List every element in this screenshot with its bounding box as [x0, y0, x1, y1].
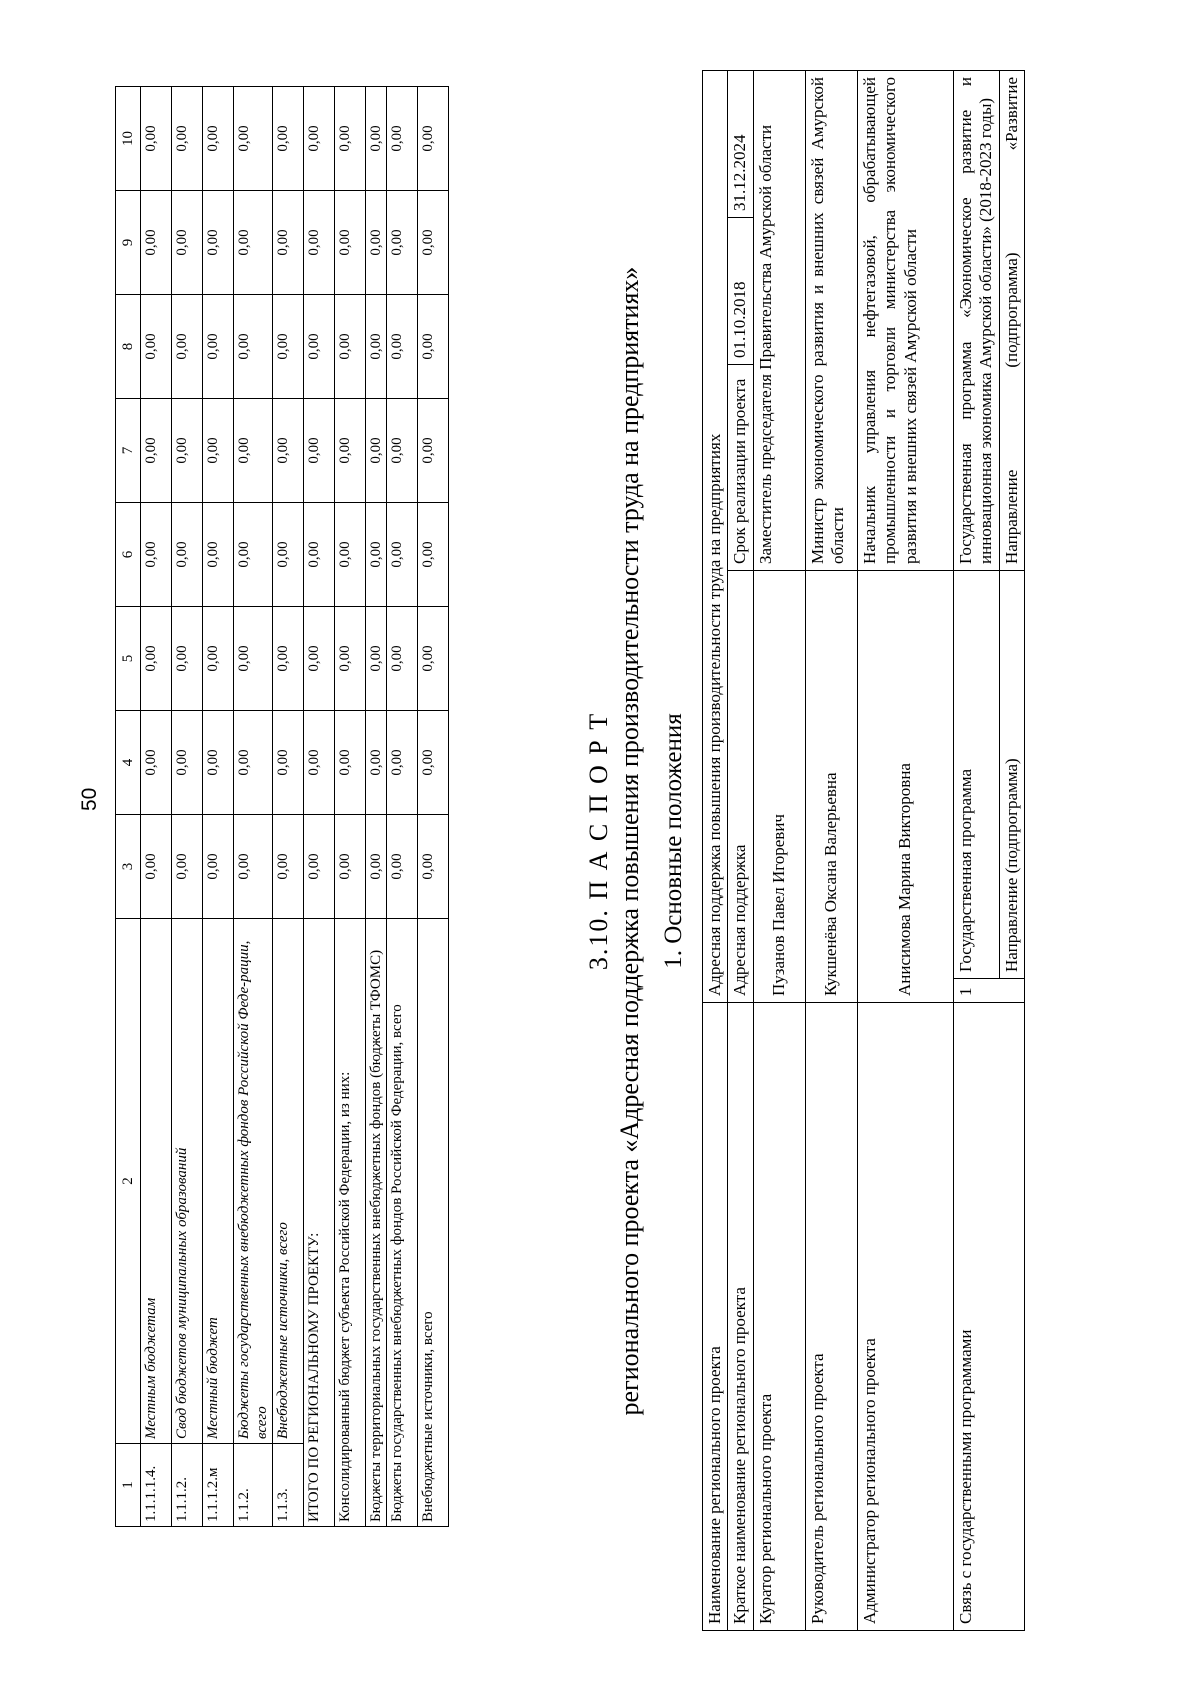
row-name: Консолидированный бюджет субъекта Российской Федерации, из них:: [335, 919, 366, 1527]
row-value: 0,00: [172, 87, 203, 191]
row-value: 0,00: [203, 815, 234, 919]
row-value: 0,00: [418, 399, 449, 503]
row-value: 0,00: [366, 87, 387, 191]
column-header: 5: [116, 607, 141, 711]
row-value: 0,00: [335, 87, 366, 191]
row-value: 0,00: [387, 607, 418, 711]
row-value: 0,00: [304, 711, 335, 815]
row-value: 0,00: [273, 711, 304, 815]
row-value: 0,00: [387, 399, 418, 503]
passport-table: [702, 70, 1025, 1631]
row-value: 0,00: [304, 607, 335, 711]
subprogram-value: Направление (подпрограмма) «Развитие: [999, 71, 1024, 571]
row-value: 0,00: [366, 399, 387, 503]
passport-row-short-name: [728, 71, 753, 1631]
row-value: 0,00: [387, 87, 418, 191]
row-value: 0,00: [273, 399, 304, 503]
project-title: регионального проекта «Адресная поддержка повышения производительности труда на предприятиях»: [614, 266, 644, 1416]
row-value: 0,00: [172, 191, 203, 295]
leader-name: Кукшенёва Оксана Валерьевна: [805, 571, 857, 1003]
row-name: Бюджеты государственных внебюджетных фондов Российской Федерации, всего: [387, 919, 418, 1527]
column-header: 8: [116, 295, 141, 399]
table-row: [273, 87, 304, 1527]
column-header: 4: [116, 711, 141, 815]
row-value: 0,00: [335, 711, 366, 815]
row-value: 0,00: [234, 607, 273, 711]
field-value: Адресная поддержка повышения производительности труда на предприятиях: [703, 71, 728, 1003]
row-name: Внебюджетные источники, всего: [273, 919, 304, 1444]
row-value: 0,00: [387, 295, 418, 399]
field-label: Руководитель регионального проекта: [805, 1003, 857, 1631]
passport-row-curator: [753, 71, 805, 1631]
row-value: 0,00: [172, 399, 203, 503]
row-value: 0,00: [304, 503, 335, 607]
row-value: 0,00: [273, 191, 304, 295]
column-header: 7: [116, 399, 141, 503]
row-value: 0,00: [234, 711, 273, 815]
row-value: 0,00: [366, 711, 387, 815]
row-value: 0,00: [172, 503, 203, 607]
table-row: [304, 87, 335, 1527]
row-value: 0,00: [203, 87, 234, 191]
column-header: 3: [116, 815, 141, 919]
row-value: 0,00: [418, 191, 449, 295]
field-label: Администратор регионального проекта: [857, 1003, 953, 1631]
term-dates: [728, 71, 753, 365]
row-value: 0,00: [366, 295, 387, 399]
row-value: 0,00: [141, 399, 172, 503]
row-value: 0,00: [418, 295, 449, 399]
row-value: 0,00: [387, 503, 418, 607]
leader-position: Министр экономического развития и внешних связей Амурской области: [805, 71, 857, 571]
row-name: Бюджеты территориальных государственных внебюджетных фондов (бюджеты ТФОМС): [366, 919, 387, 1527]
row-value: 0,00: [304, 399, 335, 503]
passport-row-name: [703, 71, 728, 1631]
subprogram-label: Направление (подпрограмма): [999, 571, 1024, 979]
row-value: 0,00: [387, 191, 418, 295]
curator-name: Пузанов Павел Игоревич: [753, 571, 805, 1003]
curator-position: Заместитель председателя Правительства Амурской области: [753, 71, 805, 571]
row-value: 0,00: [203, 399, 234, 503]
field-label: Наименование регионального проекта: [703, 1003, 728, 1631]
table-row: [366, 87, 387, 1527]
table-row: [203, 87, 234, 1527]
row-value: 0,00: [141, 191, 172, 295]
row-value: 0,00: [234, 191, 273, 295]
row-value: 0,00: [335, 399, 366, 503]
column-header: 6: [116, 503, 141, 607]
column-header: 10: [116, 87, 141, 191]
row-value: 0,00: [366, 607, 387, 711]
budget-table: [115, 86, 449, 1527]
term-start: 01.10.2018: [728, 218, 752, 365]
row-value: 0,00: [203, 503, 234, 607]
row-value: 0,00: [172, 815, 203, 919]
row-code: 1.1.3.: [273, 1444, 304, 1527]
table-row: [141, 87, 172, 1527]
column-header: 9: [116, 191, 141, 295]
row-value: 0,00: [172, 607, 203, 711]
row-value: 0,00: [304, 191, 335, 295]
field-label: Куратор регионального проекта: [753, 1003, 805, 1631]
row-value: 0,00: [273, 815, 304, 919]
row-value: 0,00: [335, 815, 366, 919]
row-value: 0,00: [304, 815, 335, 919]
table-row: [418, 87, 449, 1527]
row-value: 0,00: [418, 711, 449, 815]
row-value: 0,00: [141, 87, 172, 191]
row-code: 1.1.2.: [234, 1444, 273, 1527]
row-name: Местным бюджетам: [141, 919, 172, 1444]
row-value: 0,00: [418, 815, 449, 919]
field-value: Адресная поддержка: [728, 571, 753, 1003]
passport-row-program: [953, 71, 999, 1631]
row-value: 0,00: [141, 815, 172, 919]
row-value: 0,00: [387, 711, 418, 815]
row-value: 0,00: [273, 503, 304, 607]
table-row: [335, 87, 366, 1527]
program-value: Государственная программа «Экономическое развитие и инновационная экономика Амурской области» (2018-2023 годы): [953, 71, 999, 571]
row-value: 0,00: [234, 399, 273, 503]
passport-row-leader: [805, 71, 857, 1631]
row-value: 0,00: [418, 503, 449, 607]
column-header: 2: [116, 919, 141, 1444]
row-value: 0,00: [234, 503, 273, 607]
section-subtitle: 1. Основные положения: [660, 713, 687, 969]
row-value: 0,00: [335, 607, 366, 711]
row-value: 0,00: [366, 815, 387, 919]
row-value: 0,00: [273, 607, 304, 711]
row-value: 0,00: [304, 87, 335, 191]
row-value: 0,00: [335, 503, 366, 607]
row-value: 0,00: [234, 815, 273, 919]
row-value: 0,00: [335, 191, 366, 295]
row-name: Местный бюджет: [203, 919, 234, 1444]
row-value: 0,00: [366, 191, 387, 295]
row-value: 0,00: [234, 87, 273, 191]
row-code: 1.1.1.1.4.: [141, 1444, 172, 1527]
program-label: Государственная программа: [953, 571, 999, 979]
table-row: [387, 87, 418, 1527]
row-value: 0,00: [203, 295, 234, 399]
row-name: ИТОГО ПО РЕГИОНАЛЬНОМУ ПРОЕКТУ:: [304, 919, 335, 1527]
row-value: 0,00: [203, 607, 234, 711]
row-name: Внебюджетные источники, всего: [418, 919, 449, 1527]
row-value: 0,00: [387, 815, 418, 919]
row-value: 0,00: [141, 295, 172, 399]
row-value: 0,00: [366, 503, 387, 607]
row-value: 0,00: [141, 711, 172, 815]
row-value: 0,00: [141, 607, 172, 711]
field-label: Краткое наименование регионального проекта: [728, 1003, 753, 1631]
table-header-row: [116, 87, 141, 1527]
term-label: Срок реализации проекта: [728, 365, 753, 571]
row-value: 0,00: [304, 295, 335, 399]
row-code: 1.1.1.2.м: [203, 1444, 234, 1527]
row-value: 0,00: [172, 295, 203, 399]
table-row: [172, 87, 203, 1527]
row-value: 0,00: [203, 191, 234, 295]
row-value: 0,00: [273, 87, 304, 191]
passport-heading: 3.10. П А С П О Р Т: [584, 711, 613, 971]
row-value: 0,00: [335, 295, 366, 399]
row-value: 0,00: [418, 607, 449, 711]
term-dates-table: [728, 71, 752, 364]
row-name: Свод бюджетов муниципальных образований: [172, 919, 203, 1444]
term-end: 31.12.2024: [730, 134, 750, 211]
row-value: 0,00: [172, 711, 203, 815]
link-number: 1: [953, 979, 1024, 1003]
row-value: 0,00: [203, 711, 234, 815]
table-row: [234, 87, 273, 1527]
admin-position: Начальник управления нефтегазовой, обрабатывающей промышленности и торговли министерства экономического развития и внешних связей Амурской области: [857, 71, 953, 571]
row-value: 0,00: [418, 87, 449, 191]
row-value: 0,00: [141, 503, 172, 607]
field-label: Связь с государственными программами: [953, 1003, 1024, 1631]
section-title: [584, 71, 645, 1611]
passport-row-admin: [857, 71, 953, 1631]
admin-name: Анисимова Марина Викторовна: [857, 571, 953, 1003]
page-number: 50: [78, 787, 101, 811]
row-code: 1.1.1.2.: [172, 1444, 203, 1527]
column-header: 1: [116, 1444, 141, 1527]
row-value: 0,00: [273, 295, 304, 399]
row-name: Бюджеты государственных внебюджетных фондов Российской Феде-рации, всего: [234, 919, 273, 1444]
row-value: 0,00: [234, 295, 273, 399]
